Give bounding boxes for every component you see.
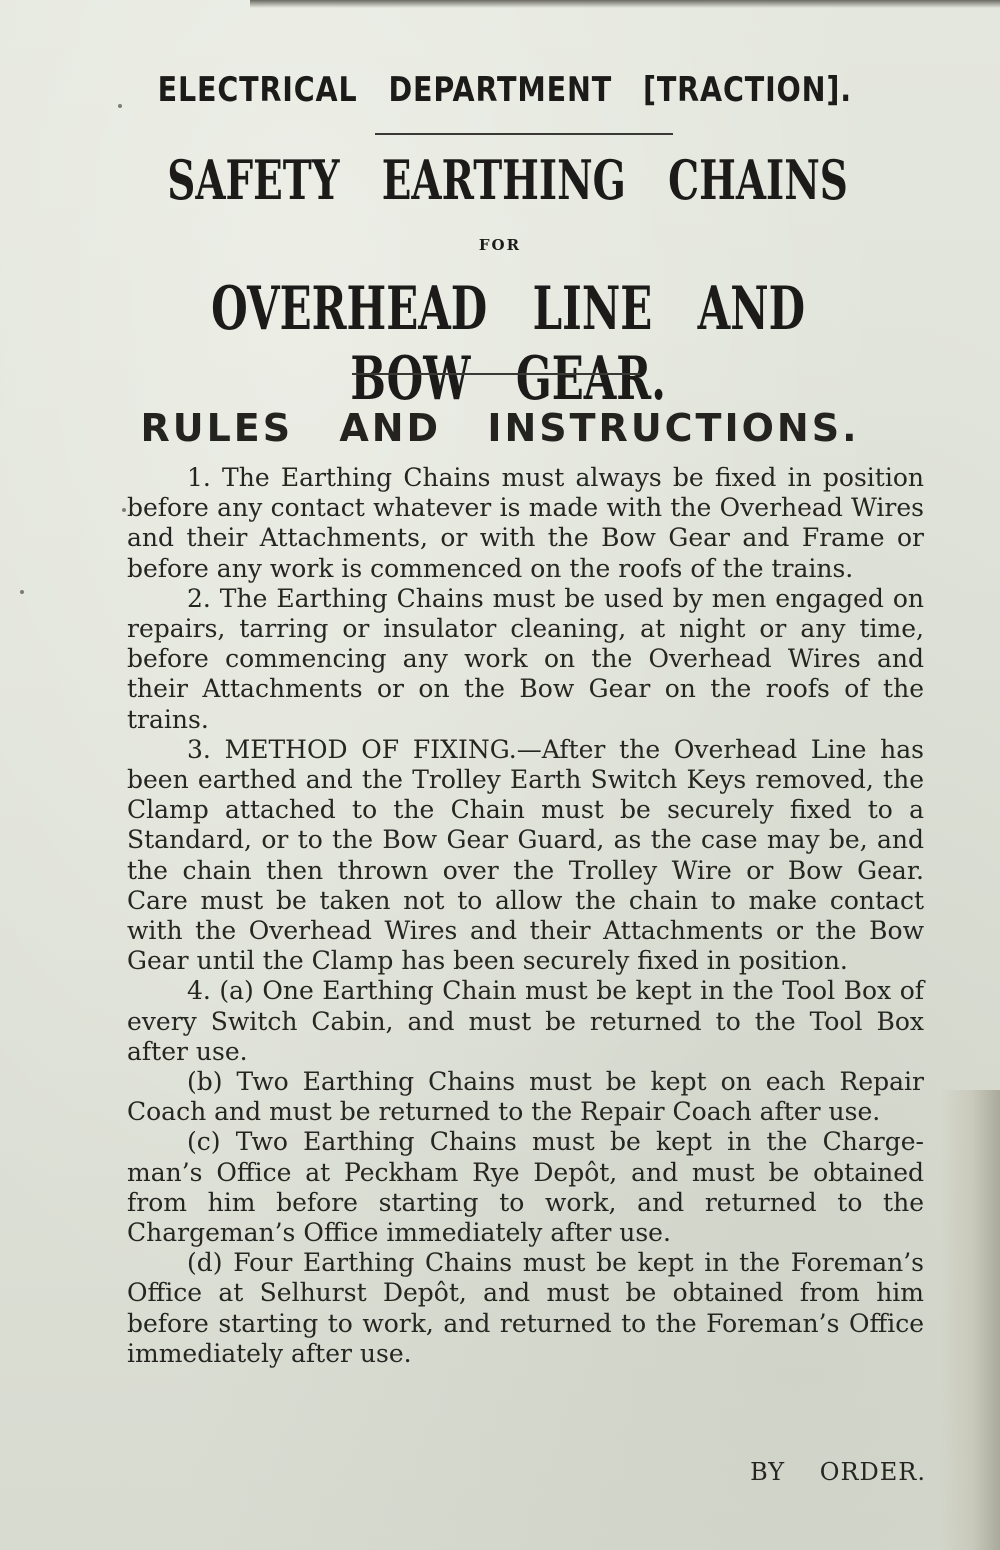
divider-rule [352, 373, 640, 375]
signoff: BY ORDER. [750, 1458, 926, 1486]
rule-1: 1. The Earthing Chains must always be fixed in position before any contact whatever is made with the Overhead Wires and their Attachments, or with the Bow Gear and Frame or before any work is commenced on the roofs of the trains. [127, 463, 924, 583]
rule-4a: 4. (a) One Earthing Chain must be kept in the Tool Box of every Switch Cabin, and must be returned to the Tool Box after use. [127, 976, 924, 1066]
rule-4d: (d) Four Earthing Chains must be kept in the Foreman’s Office at Selhurst Depôt, and must be obtained from him before starting to work, and returned to the Foreman’s Office immediately after use. [127, 1248, 924, 1368]
paper-speck [122, 508, 126, 512]
rule-4c: (c) Two Earthing Chains must be kept in the Chargeman’s Office at Peckham Rye Depôt, and must be obtained from him before starting to work, and returned to the Chargeman’s Office immediately after use. [127, 1127, 924, 1248]
rule-4b: (b) Two Earthing Chains must be kept on each Repair Coach and must be returned to the Repair Coach after use. [127, 1067, 924, 1127]
page-top-edge [250, 0, 1000, 8]
title-connector: FOR [478, 236, 522, 254]
paper-speck [20, 590, 24, 594]
department-heading: ELECTRICAL DEPARTMENT [TRACTION]. [157, 70, 852, 110]
notice-subtitle: OVERHEAD LINE AND BOW GEAR. [211, 274, 806, 414]
torn-page-edge [940, 1090, 1000, 1550]
rules-body [127, 463, 924, 1369]
divider-rule [375, 133, 673, 135]
rule-3: 3. METHOD OF FIXING.—After the Overhead Line has been earthed and the Trolley Earth Switch Keys removed, the Clamp attached to the Chain must be securely fixed to a Standard, or to the Bow Gear Guard, as the case may be, and the chain then thrown over the Trolley Wire or Bow Gear. Care must be taken not to allow the chain to make contact with the Overhead Wires and their Attachments or the Bow Gear until the Clamp has been securely fixed in position. [127, 734, 924, 976]
rule-2: 2. The Earthing Chains must be used by men engaged on repairs, tarring or insulator cleaning, at night or any time, before commencing any work on the Overhead Wires and their Attachments or on the Bow Gear on the roofs of the trains. [127, 583, 924, 734]
notice-title: SAFETY EARTHING CHAINS [167, 148, 848, 212]
section-heading: RULES AND INSTRUCTIONS. [140, 406, 860, 450]
